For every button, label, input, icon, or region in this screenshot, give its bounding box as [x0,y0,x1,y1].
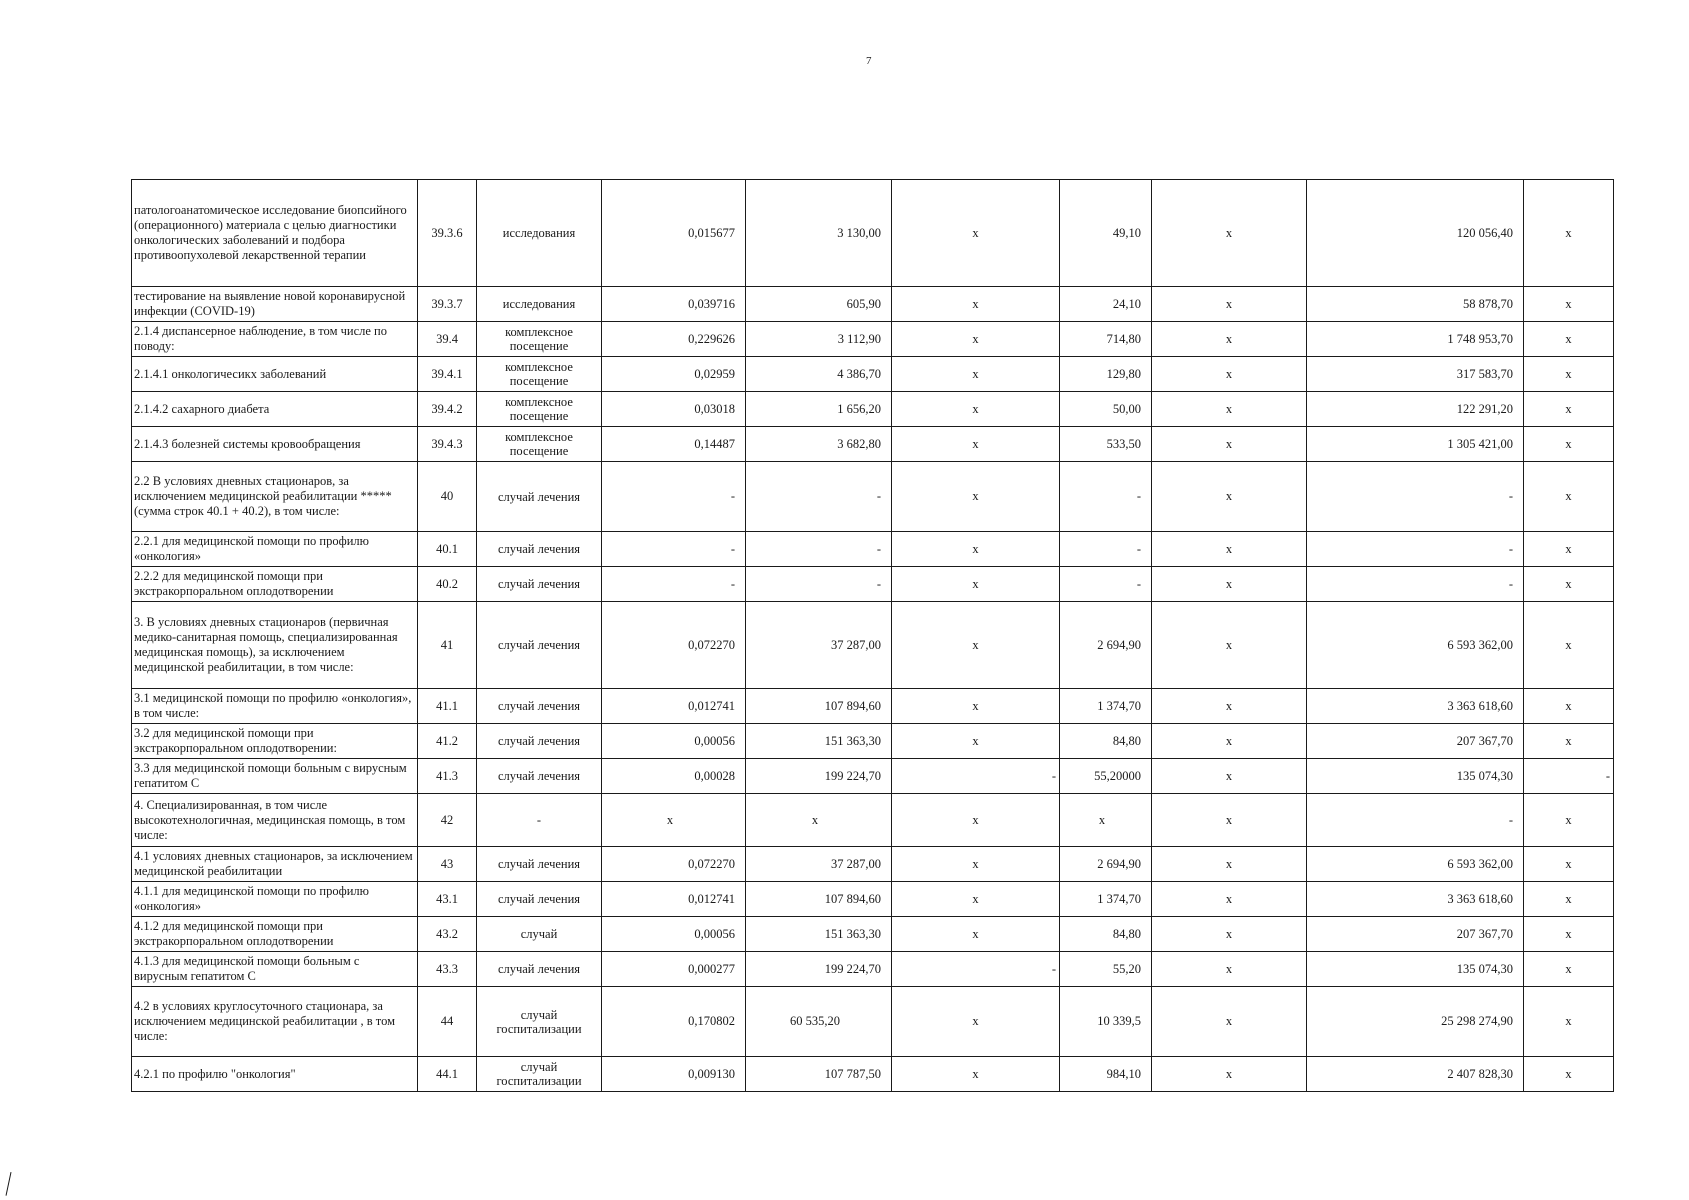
row-name-cell: 4.1.2 для медицинской помощи при экстракорпоральном оплодотворении [132,917,418,952]
table-row [132,287,1614,322]
row-unit-cell: случай [477,917,602,952]
row-unit-cell: комплексное посещение [477,427,602,462]
row-value-cell: х [1152,759,1307,794]
table-row [132,392,1614,427]
row-value-cell: х [892,847,1060,882]
row-value-cell: 84,80 [1060,917,1152,952]
row-unit-cell: случай лечения [477,462,602,532]
row-unit-cell: исследования [477,180,602,287]
table-row [132,847,1614,882]
row-value-cell: - [746,462,892,532]
row-number-cell: 39.4.2 [418,392,477,427]
row-value-cell: х [1060,794,1152,847]
row-value-cell: 122 291,20 [1307,392,1524,427]
table-body [132,180,1614,1092]
row-value-cell: х [892,462,1060,532]
row-unit-cell: случай лечения [477,532,602,567]
row-value-cell: 107 894,60 [746,689,892,724]
row-value-cell: 0,229626 [602,322,746,357]
row-value-cell: 0,009130 [602,1057,746,1092]
row-value-cell: 3 363 618,60 [1307,689,1524,724]
row-value-cell: 6 593 362,00 [1307,847,1524,882]
row-value-cell: х [892,180,1060,287]
row-value-cell: х [892,987,1060,1057]
row-value-cell: х [1524,392,1614,427]
row-value-cell: 2 694,90 [1060,847,1152,882]
row-value-cell: 37 287,00 [746,847,892,882]
row-value-cell: х [1152,987,1307,1057]
row-value-cell: х [1152,357,1307,392]
table-row [132,917,1614,952]
row-name-cell: 4.2.1 по профилю "онкология" [132,1057,418,1092]
row-number-cell: 40 [418,462,477,532]
row-value-cell: х [1524,689,1614,724]
row-name-cell: 3.2 для медицинской помощи при экстракорпоральном оплодотворении: [132,724,418,759]
table-row [132,180,1614,287]
row-value-cell: 1 748 953,70 [1307,322,1524,357]
row-value-cell: 199 224,70 [746,759,892,794]
row-value-cell: х [892,287,1060,322]
row-number-cell: 43.2 [418,917,477,952]
row-value-cell: - [1307,532,1524,567]
row-number-cell: 41 [418,602,477,689]
row-value-cell: х [1152,917,1307,952]
row-number-cell: 41.1 [418,689,477,724]
row-value-cell: х [1152,602,1307,689]
table-row [132,794,1614,847]
row-value-cell: 55,20000 [1060,759,1152,794]
margin-pen-mark [6,1172,13,1196]
row-value-cell: 3 363 618,60 [1307,882,1524,917]
row-number-cell: 41.2 [418,724,477,759]
table-row [132,427,1614,462]
row-name-cell: 2.2.1 для медицинской помощи по профилю «онкология» [132,532,418,567]
row-value-cell: 4 386,70 [746,357,892,392]
row-value-cell: х [1152,322,1307,357]
row-value-cell: х [1524,322,1614,357]
row-number-cell: 41.3 [418,759,477,794]
row-value-cell: х [892,392,1060,427]
row-value-cell: 58 878,70 [1307,287,1524,322]
row-unit-cell: комплексное посещение [477,392,602,427]
table-row [132,987,1614,1057]
row-value-cell: 0,170802 [602,987,746,1057]
row-value-cell: х [892,882,1060,917]
table-row [132,689,1614,724]
row-value-cell: х [892,602,1060,689]
row-value-cell: - [602,532,746,567]
row-value-cell: х [1152,532,1307,567]
row-value-cell: 107 894,60 [746,882,892,917]
table-row [132,882,1614,917]
row-name-cell: 4. Специализированная, в том числе высокотехнологичная, медицинская помощь, в том числе: [132,794,418,847]
row-value-cell: - [1307,794,1524,847]
row-value-cell: х [1524,794,1614,847]
row-value-cell: х [1152,847,1307,882]
row-value-cell: 199 224,70 [746,952,892,987]
row-name-cell: тестирование на выявление новой коронавирусной инфекции (COVID-19) [132,287,418,322]
row-number-cell: 43.3 [418,952,477,987]
row-value-cell: 24,10 [1060,287,1152,322]
row-number-cell: 44.1 [418,1057,477,1092]
row-value-cell: х [1152,724,1307,759]
row-value-cell: - [1307,567,1524,602]
row-value-cell: 0,015677 [602,180,746,287]
row-value-cell: 0,00028 [602,759,746,794]
row-value-cell: х [892,1057,1060,1092]
row-number-cell: 39.4.1 [418,357,477,392]
row-value-cell: 984,10 [1060,1057,1152,1092]
row-value-cell: - [1060,567,1152,602]
row-value-cell: - [892,952,1060,987]
row-value-cell: 207 367,70 [1307,917,1524,952]
row-name-cell: 3. В условиях дневных стационаров (первичная медико-санитарная помощь, специализированная медицинская помощь), за исключением медицинской реабилитации, в том числе: [132,602,418,689]
row-name-cell: 3.3 для медицинской помощи больным с вирусным гепатитом С [132,759,418,794]
row-value-cell: х [1152,1057,1307,1092]
financial-standards-table [131,179,1614,1092]
row-value-cell: - [1307,462,1524,532]
row-value-cell: х [892,917,1060,952]
row-value-cell: х [1524,532,1614,567]
row-value-cell: 605,90 [746,287,892,322]
row-name-cell: 4.2 в условиях круглосуточного стационара, за исключением медицинской реабилитации , в том числе: [132,987,418,1057]
row-unit-cell: случай лечения [477,602,602,689]
row-value-cell: 0,072270 [602,602,746,689]
row-name-cell: 2.1.4.3 болезней системы кровообращения [132,427,418,462]
table-row [132,322,1614,357]
table-row [132,462,1614,532]
row-unit-cell: случай госпитализации [477,1057,602,1092]
row-name-cell: 4.1.1 для медицинской помощи по профилю «онкология» [132,882,418,917]
row-number-cell: 44 [418,987,477,1057]
row-value-cell: 207 367,70 [1307,724,1524,759]
row-unit-cell: исследования [477,287,602,322]
row-value-cell: 129,80 [1060,357,1152,392]
row-unit-cell: случай лечения [477,689,602,724]
row-value-cell: х [602,794,746,847]
row-value-cell: х [1524,602,1614,689]
row-number-cell: 40.1 [418,532,477,567]
row-number-cell: 43 [418,847,477,882]
row-value-cell: х [1524,180,1614,287]
row-value-cell: х [1524,917,1614,952]
row-number-cell: 39.3.7 [418,287,477,322]
row-value-cell: х [1152,392,1307,427]
row-value-cell: 317 583,70 [1307,357,1524,392]
row-value-cell: х [1524,357,1614,392]
row-value-cell: 2 694,90 [1060,602,1152,689]
row-value-cell: 49,10 [1060,180,1152,287]
row-value-cell: 0,00056 [602,724,746,759]
row-value-cell: 37 287,00 [746,602,892,689]
row-number-cell: 39.4 [418,322,477,357]
row-value-cell: - [892,759,1060,794]
row-number-cell: 39.3.6 [418,180,477,287]
row-unit-cell: случай лечения [477,882,602,917]
row-unit-cell: случай лечения [477,567,602,602]
row-number-cell: 42 [418,794,477,847]
row-value-cell: х [892,427,1060,462]
row-value-cell: х [1152,567,1307,602]
row-value-cell: 151 363,30 [746,724,892,759]
row-value-cell: 60 535,20 [746,987,892,1057]
row-value-cell: 151 363,30 [746,917,892,952]
row-value-cell: х [1524,427,1614,462]
row-name-cell: 4.1.3 для медицинской помощи больным с вирусным гепатитом С [132,952,418,987]
row-value-cell: х [1524,724,1614,759]
row-value-cell: х [1524,847,1614,882]
row-value-cell: 0,039716 [602,287,746,322]
row-value-cell: 0,012741 [602,882,746,917]
row-value-cell: 1 374,70 [1060,689,1152,724]
row-value-cell: 0,03018 [602,392,746,427]
row-value-cell: х [1152,689,1307,724]
row-number-cell: 40.2 [418,567,477,602]
row-value-cell: 0,14487 [602,427,746,462]
row-number-cell: 39.4.3 [418,427,477,462]
row-value-cell: х [892,689,1060,724]
row-value-cell: - [602,567,746,602]
row-unit-cell: случай лечения [477,952,602,987]
row-value-cell: 0,072270 [602,847,746,882]
row-name-cell: 3.1 медицинской помощи по профилю «онкология», в том числе: [132,689,418,724]
row-name-cell: 2.1.4 диспансерное наблюдение, в том числе по поводу: [132,322,418,357]
row-value-cell: 107 787,50 [746,1057,892,1092]
row-value-cell: - [746,567,892,602]
row-value-cell: х [892,724,1060,759]
row-value-cell: 3 112,90 [746,322,892,357]
row-name-cell: 4.1 условиях дневных стационаров, за исключением медицинской реабилитации [132,847,418,882]
row-value-cell: - [602,462,746,532]
row-value-cell: 2 407 828,30 [1307,1057,1524,1092]
row-value-cell: х [1524,287,1614,322]
row-unit-cell: - [477,794,602,847]
table-row [132,567,1614,602]
row-value-cell: х [746,794,892,847]
row-unit-cell: комплексное посещение [477,357,602,392]
row-value-cell: х [1524,567,1614,602]
row-value-cell: 55,20 [1060,952,1152,987]
row-value-cell: 1 656,20 [746,392,892,427]
row-value-cell: - [1060,462,1152,532]
row-number-cell: 43.1 [418,882,477,917]
row-value-cell: х [892,357,1060,392]
row-value-cell: 0,012741 [602,689,746,724]
row-value-cell: х [1152,882,1307,917]
table-row [132,952,1614,987]
row-value-cell: 50,00 [1060,392,1152,427]
row-value-cell: 10 339,5 [1060,987,1152,1057]
table-row [132,759,1614,794]
row-value-cell: 135 074,30 [1307,952,1524,987]
table-row [132,357,1614,392]
row-value-cell: 1 305 421,00 [1307,427,1524,462]
row-value-cell: х [1524,987,1614,1057]
row-value-cell: 120 056,40 [1307,180,1524,287]
row-name-cell: 2.2 В условиях дневных стационаров, за исключением медицинской реабилитации ***** (сумма строк 40.1 + 40.2), в том числе: [132,462,418,532]
row-value-cell: 3 682,80 [746,427,892,462]
row-value-cell: х [1152,180,1307,287]
row-value-cell: х [892,532,1060,567]
table-row [132,724,1614,759]
row-value-cell: х [1524,952,1614,987]
row-value-cell: 0,00056 [602,917,746,952]
row-value-cell: х [1524,462,1614,532]
row-value-cell: - [1524,759,1614,794]
row-unit-cell: случай госпитализации [477,987,602,1057]
row-value-cell: х [1152,952,1307,987]
row-value-cell: 6 593 362,00 [1307,602,1524,689]
row-value-cell: х [1152,427,1307,462]
row-value-cell: 533,50 [1060,427,1152,462]
page-number: 7 [866,55,872,67]
row-unit-cell: комплексное посещение [477,322,602,357]
row-value-cell: х [1152,287,1307,322]
row-name-cell: 2.2.2 для медицинской помощи при экстракорпоральном оплодотворении [132,567,418,602]
row-unit-cell: случай лечения [477,724,602,759]
table-row [132,1057,1614,1092]
row-value-cell: - [1060,532,1152,567]
row-value-cell: 135 074,30 [1307,759,1524,794]
row-value-cell: х [1524,882,1614,917]
row-value-cell: 25 298 274,90 [1307,987,1524,1057]
row-value-cell: х [892,567,1060,602]
row-value-cell: х [1152,462,1307,532]
row-value-cell: 0,000277 [602,952,746,987]
row-value-cell: 3 130,00 [746,180,892,287]
table-row [132,602,1614,689]
row-unit-cell: случай лечения [477,759,602,794]
row-value-cell: 0,02959 [602,357,746,392]
row-value-cell: 84,80 [1060,724,1152,759]
row-value-cell: х [1524,1057,1614,1092]
row-value-cell: 1 374,70 [1060,882,1152,917]
row-value-cell: х [1152,794,1307,847]
table-row [132,532,1614,567]
row-unit-cell: случай лечения [477,847,602,882]
row-name-cell: патологоанатомическое исследование биопсийного (операционного) материала с целью диагностики онкологических заболеваний и подбора противоопухолевой лекарственной терапии [132,180,418,287]
row-value-cell: х [892,794,1060,847]
row-value-cell: - [746,532,892,567]
row-value-cell: 714,80 [1060,322,1152,357]
row-name-cell: 2.1.4.2 сахарного диабета [132,392,418,427]
row-value-cell: х [892,322,1060,357]
row-name-cell: 2.1.4.1 онкологичесикх заболеваний [132,357,418,392]
